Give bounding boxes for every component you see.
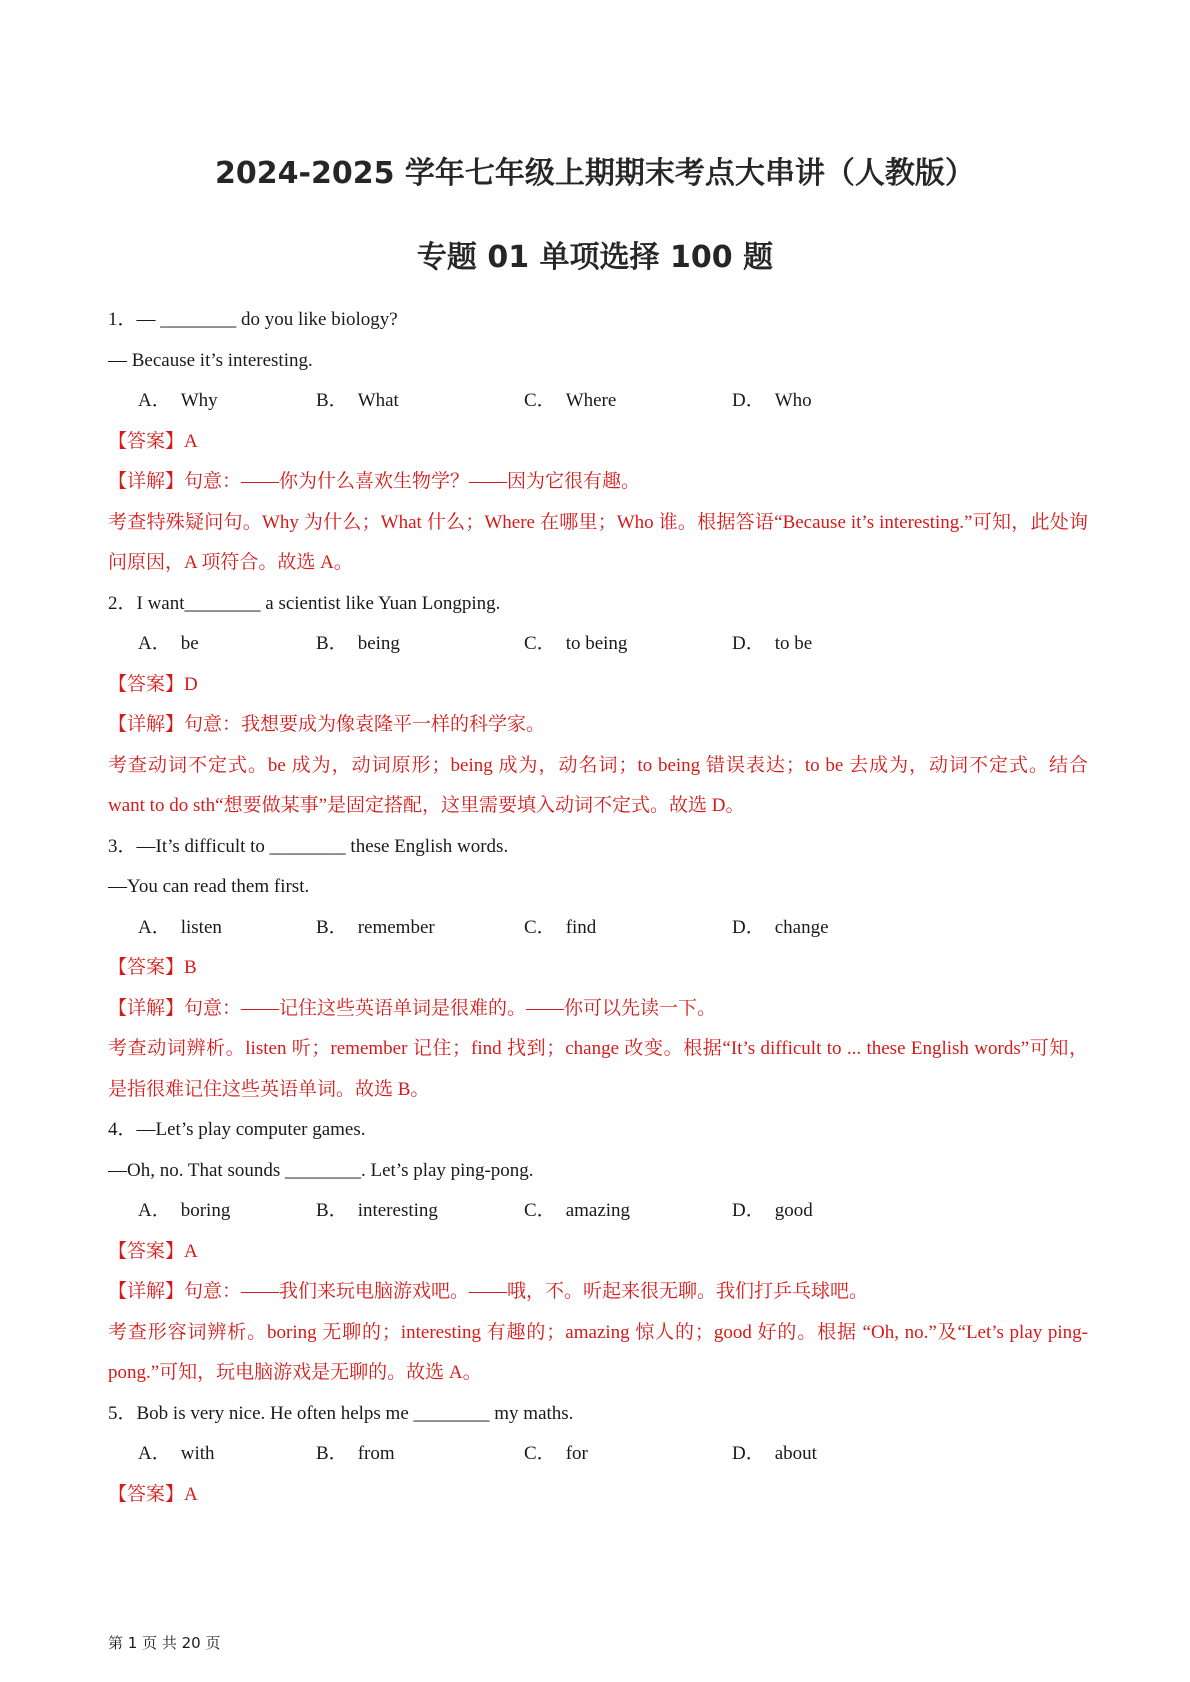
option-c: C． for xyxy=(524,1443,588,1464)
page-subtitle: 专题 01 单项选择 100 题 xyxy=(416,240,774,275)
option-b: B． What xyxy=(316,390,399,411)
answer-line: 【答案】A xyxy=(108,430,198,452)
detail-line: 【详解】句意：——记住这些英语单词是很难的。——你可以先读一下。 xyxy=(108,997,717,1019)
question-stem: 5．Bob is very nice. He often helps me ________ my maths. xyxy=(108,1402,574,1424)
question-4 xyxy=(108,1110,1088,1394)
explanation-text: 考查形容词辨析。boring 无聊的；interesting 有趣的；amazing 惊人的；good 好的。根据 “Oh, no.”及“Let’s play ping-pong.”可知，玩电脑游戏是无聊的。故选 A。 xyxy=(108,1321,1088,1383)
detail-line: 【详解】句意：我想要成为像袁隆平一样的科学家。 xyxy=(108,714,546,735)
option-b: B． from xyxy=(316,1443,395,1464)
option-a: A． be xyxy=(138,633,199,654)
option-d: D． good xyxy=(732,1200,813,1221)
option-b: B． interesting xyxy=(316,1200,438,1221)
detail-line: 【详解】句意：——你为什么喜欢生物学？——因为它很有趣。 xyxy=(108,471,641,492)
option-row xyxy=(108,381,1088,422)
explanation-text: 考查动词不定式。be 成为，动词原形；being 成为，动名词；to being 错误表达；to be 去成为，动词不定式。结合 want to do sth“想要做某事”是固定搭配，这里需要填入动词不定式。故选 D。 xyxy=(108,754,1088,816)
explanation-text: 考查动词辨析。listen 听；remember 记住；find 找到；change 改变。根据“It’s difficult to ... these English words”可知，是指很难记住这些英语单词。故选 B。 xyxy=(108,1038,1088,1100)
option-b: B． remember xyxy=(316,916,435,938)
option-row xyxy=(108,1434,1088,1475)
explanation-text: 考查特殊疑问句。Why 为什么；What 什么；Where 在哪里；Who 谁。根据答语“Because it’s interesting.”可知，此处询问原因，A 项符合。故选 A。 xyxy=(108,511,1088,573)
option-row xyxy=(108,908,1088,949)
option-d: D． change xyxy=(732,916,829,938)
question-stem-line: — Because it’s interesting. xyxy=(108,349,313,371)
option-d: D． Who xyxy=(732,390,812,411)
question-stem: 2．I want________ a scientist like Yuan Longping. xyxy=(108,592,501,614)
option-a: A． listen xyxy=(138,916,222,938)
question-stem: 4．—Let’s play computer games. xyxy=(108,1119,366,1140)
option-b: B． being xyxy=(316,633,400,654)
option-d: D． about xyxy=(732,1443,817,1464)
option-c: C． to being xyxy=(524,633,628,654)
option-c: C． amazing xyxy=(524,1200,631,1221)
page-title: 2024-2025 学年七年级上期期末考点大串讲（人教版） xyxy=(215,156,975,191)
question-stem: 1．— ________ do you like biology? xyxy=(108,309,398,330)
question-2 xyxy=(108,584,1088,827)
question-list xyxy=(108,300,1088,1515)
option-a: A． Why xyxy=(138,390,218,411)
option-c: C． Where xyxy=(524,390,617,411)
answer-line: 【答案】D xyxy=(108,673,198,695)
option-row xyxy=(108,624,1088,665)
option-a: A． with xyxy=(138,1443,215,1464)
question-3 xyxy=(108,827,1088,1111)
option-c: C． find xyxy=(524,916,597,938)
question-stem-line: —Oh, no. That sounds ________. Let’s play ping-pong. xyxy=(108,1159,534,1181)
answer-line: 【答案】A xyxy=(108,1240,198,1262)
question-stem: 3．—It’s difficult to ________ these English words. xyxy=(108,835,509,857)
page-footer: 第 1 页 共 20 页 xyxy=(108,1634,221,1652)
option-d: D． to be xyxy=(732,633,813,654)
answer-line: 【答案】A xyxy=(108,1483,198,1505)
detail-line: 【详解】句意：——我们来玩电脑游戏吧。——哦，不。听起来很无聊。我们打乒乓球吧。 xyxy=(108,1281,869,1302)
question-5 xyxy=(108,1394,1088,1516)
option-a: A． boring xyxy=(138,1200,231,1221)
question-1 xyxy=(108,300,1088,584)
answer-line: 【答案】B xyxy=(108,957,197,978)
option-row xyxy=(108,1191,1088,1232)
question-stem-line: —You can read them first. xyxy=(108,876,310,897)
